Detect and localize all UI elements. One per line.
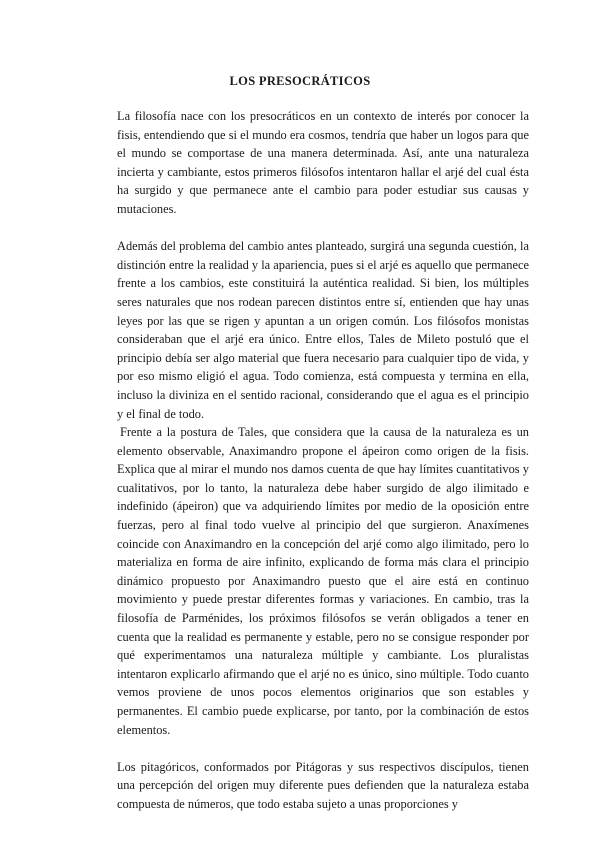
page-title: LOS PRESOCRÁTICOS <box>229 74 371 88</box>
paragraph-pythagoreans: Los pitagóricos, conformados por Pitágoras y sus respectivos discípulos, tienen una percepción del origen muy diferente pues defienden que la naturaleza estaba compuesta de números, que todo estaba sujeto a unas proporciones y <box>117 759 529 811</box>
paragraph-monists: Además del problema del cambio antes planteado, surgirá una segunda cuestión, la distinción entre la realidad y la apariencia, pues si el arjé es aquello que permanece frente a los cambios, este constituirá la auténtica realidad. Si bien, los múltiples seres naturales que nos rodean parecen distintos entre sí, entienden que hay unas leyes por las que se rigen y apuntan a un origen común. Los filósofos monistas consideraban que el arjé era único. Entre ellos, Tales de Mileto postuló que el principio debía ser algo material que fuera necesario para cualquier tipo de vida, y por eso mismo eligió el agua. Todo comienza, está compuesta y termina en ella, incluso la diviniza en el sentido racional, considerando que el agua es el principio y el final de todo. <box>117 239 529 421</box>
paragraph-intro: La filosofía nace con los presocráticos en un contexto de interés por conocer la fisis, entendiendo que si el mundo era cosmos, tendría que haber un logos para que el mundo se comportase de una manera determinada. Así, ante una naturaleza incierta y cambiante, estos primeros filósofos intentaron hallar el arjé del cual ésta ha surgido y que permanece ante el cambio para poder estudiar sus causas y mutaciones. <box>117 109 529 216</box>
document-body <box>117 107 529 814</box>
paragraph-anaximander: Frente a la postura de Tales, que considera que la causa de la naturaleza es un elemento observable, Anaximandro propone el ápeiron como origen de la fisis. Explica que al mirar el mundo nos damos cuenta de que hay límites cuantitativos y cualitativos, por lo tanto, la naturaleza debe haber surgido de algo ilimitado e indefinido (ápeiron) que va adquiriendo límites por medio de la oposición entre fuerzas, pero al final todo vuelve al principio del que surgieron. Anaxímenes coincide con Anaximandro en la concepción del arjé como algo ilimitado, pero lo materializa en forma de aire infinito, explicando de forma más clara el principio dinámico propuesto por Anaximandro puesto que el aire está en continuo movimiento y puede prestar diferentes formas y variaciones. En cambio, tras la filosofía de Parménides, los próximos filósofos se verán obligados a tener en cuenta que la realidad es permanente y estable, pero no se consigue responder por qué experimentamos una naturaleza múltiple y cambiante. Los pluralistas intentaron explicarlo afirmando que el arjé no es único, sino múltiple. Todo cuanto vemos proviene de unos pocos elementos originarios que son estables y permanentes. El cambio puede explicarse, por tanto, por la combinación de estos elementos. <box>117 425 529 737</box>
